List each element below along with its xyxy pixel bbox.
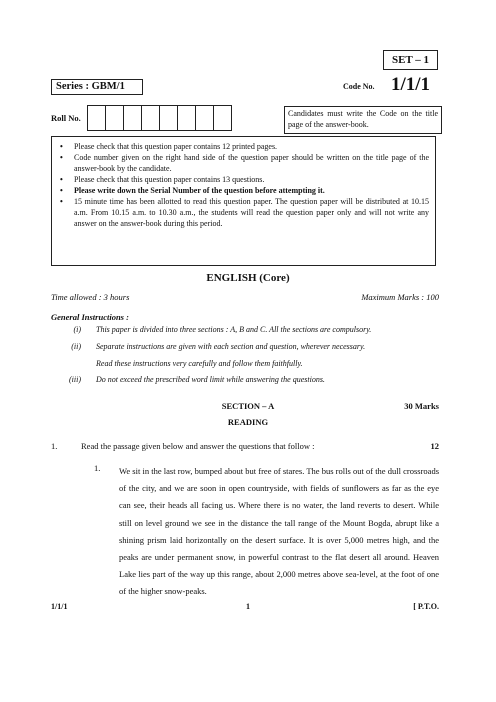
instruction-text: Separate instructions are given with each section and question, wherever necessary. (96, 342, 366, 351)
set-label: SET – 1 (383, 50, 438, 70)
section-marks: 30 Marks (404, 401, 439, 411)
footer-pto: [ P.T.O. (413, 602, 439, 611)
roll-box (159, 105, 178, 131)
instruction-item: • Please write down the Serial Number of the question before attempting it. (74, 185, 429, 196)
footer-page-number: 1 (246, 602, 250, 611)
general-instruction (51, 324, 451, 335)
time-allowed: Time allowed : 3 hours (51, 292, 130, 302)
roll-box (213, 105, 232, 131)
instruction-text: Do not exceed the prescribed word limit while answering the questions. (96, 375, 325, 384)
instruction-number: (ii) (71, 342, 81, 351)
section-title: SECTION – A (221, 401, 275, 411)
instruction-item: • Code number given on the right hand side of the question paper should be written on the title page of the answer-book by the candidate. (74, 152, 429, 174)
maximum-marks: Maximum Marks : 100 (361, 292, 439, 302)
roll-box (141, 105, 160, 131)
general-instruction (51, 374, 451, 385)
instruction-item: • Please check that this question paper contains 13 questions. (74, 174, 429, 185)
instruction-item: • 15 minute time has been allotted to read this question paper. The question paper will be distributed at 10.15 a.m. From 10.15 a.m. to 10.30 a.m., the students will read the question paper only and will not write any answer on the answer-book during this period. (74, 196, 429, 229)
roll-box (177, 105, 196, 131)
question-marks: 12 (430, 441, 439, 451)
instruction-text: This paper is divided into three sections : A, B and C. All the sections are compulsory. (96, 325, 372, 334)
general-instruction (51, 341, 451, 352)
roll-number-boxes (88, 105, 232, 131)
section-subtitle: READING (227, 417, 269, 427)
question-number: 1. (51, 441, 58, 451)
passage-number: 1. (94, 463, 101, 473)
passage-text: We sit in the last row, bumped about but free of stares. The bus rolls out of the dull crossroads of the city, and we are soon in open countryside, with fields of sunflowers as far as the eye can see, their heads all facing us. Where there is no water, the land reverts to desert. While still on level ground we see in the distance the tall range of the Mount Bogda, abrupt like a shining prism laid horizontally on the desert surface. It is over 5,000 metres high, and the peaks are under permanent snow, in powerful contrast to the flat desert all around. Heaven Lake lies part of the way up this range, about 2,000 metres above sea-level, at the foot of one of the higher snow-peaks. (119, 466, 439, 597)
instruction-text: Read these instructions very carefully and follow them faithfully. (96, 359, 303, 368)
instructions-box (51, 136, 436, 266)
general-instruction (51, 358, 451, 369)
roll-number-label: Roll No. (51, 113, 81, 123)
instruction-number: (i) (73, 325, 81, 334)
paper-title: ENGLISH (Core) (206, 272, 290, 284)
general-instructions-title: General Instructions : (51, 312, 129, 322)
code-label: Code No. (343, 82, 375, 91)
instruction-item: • Please check that this question paper contains 12 printed pages. (74, 141, 429, 152)
roll-box (123, 105, 142, 131)
candidate-note: Candidates must write the Code on the title page of the answer-book. (284, 106, 442, 134)
question-text: Read the passage given below and answer the questions that follow : (81, 441, 315, 451)
roll-box (195, 105, 214, 131)
roll-box (87, 105, 106, 131)
instruction-number: (iii) (69, 375, 81, 384)
series-label: Series : GBM/1 (51, 79, 143, 95)
code-number: 1/1/1 (391, 74, 431, 95)
footer-code: 1/1/1 (51, 602, 68, 611)
roll-box (105, 105, 124, 131)
